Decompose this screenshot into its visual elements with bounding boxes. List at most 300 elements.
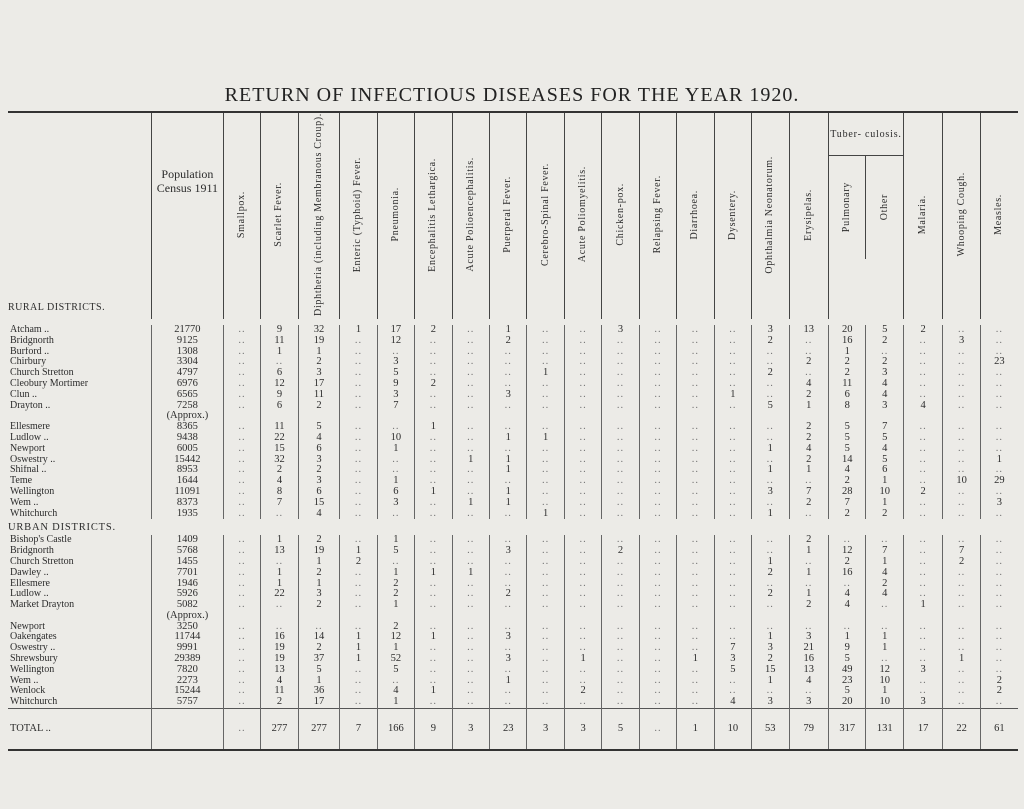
table-row-rural-burford (8, 347, 1018, 358)
table-row-urban-wellington (8, 665, 1018, 676)
total-measles: 61 (980, 709, 1018, 751)
cell-smallpox: .. (223, 600, 260, 611)
column-header-scarlet-fever (261, 112, 298, 319)
column-header-label: Erysipelas. (802, 188, 814, 241)
cell-puerperal-fever: 2 (490, 589, 527, 600)
cell-whooping-cough: .. (943, 390, 980, 401)
district-name: Bridgnorth (10, 335, 54, 346)
cell-diphtheria-including-membranous-croup: 2 (298, 535, 340, 546)
cell-chicken-pox: .. (602, 622, 639, 633)
column-header-label: Cerebro-Spinal Fever. (539, 162, 551, 266)
cell-diarrhoea: .. (677, 433, 714, 444)
cell-erysipelas: .. (789, 368, 829, 379)
cell-whooping-cough: 10 (943, 476, 980, 487)
cell-scarlet-fever: 11 (261, 336, 298, 347)
population-value: 7820 (152, 665, 224, 676)
district-name: Wellington (10, 486, 55, 497)
table-row-urban-newport (8, 622, 1018, 633)
cell-erysipelas: .. (789, 336, 829, 347)
cell-diphtheria-including-membranous-croup (298, 611, 340, 622)
cell-malaria: .. (903, 433, 943, 444)
district-name: Church Stretton (10, 368, 74, 379)
cell-dysentery: .. (714, 622, 751, 633)
cell-puerperal-fever (490, 411, 527, 422)
cell-other: 2 (866, 579, 903, 590)
cell-other: 7 (866, 546, 903, 557)
cell-other: .. (866, 347, 903, 358)
population-value: 9991 (152, 643, 224, 654)
total-population-blank (152, 709, 224, 751)
cell-acute-poliomyelitis: .. (564, 557, 601, 568)
cell-acute-poliomyelitis: .. (564, 433, 601, 444)
cell-erysipelas: 13 (789, 665, 829, 676)
cell-smallpox: .. (223, 390, 260, 401)
cell-relapsing-fever: .. (639, 697, 676, 708)
population-value: 8365 (152, 422, 224, 433)
cell-pneumonia: 2 (377, 622, 414, 633)
cell-malaria: 4 (903, 401, 943, 412)
cell-acute-poliomyelitis: .. (564, 465, 601, 476)
district-name: Burford .. (10, 346, 50, 357)
cell-cerebro-spinal-fever: .. (527, 336, 564, 347)
cell-puerperal-fever: .. (490, 509, 527, 520)
cell-pulmonary: 8 (829, 401, 866, 412)
cell-pulmonary: 4 (829, 465, 866, 476)
cell-diphtheria-including-membranous-croup: 19 (298, 336, 340, 347)
cell-relapsing-fever: .. (639, 676, 676, 687)
cell-acute-polioencephalitis: .. (452, 589, 489, 600)
total-whooping-cough: 22 (943, 709, 980, 751)
cell-acute-polioencephalitis: .. (452, 357, 489, 368)
cell-smallpox: .. (223, 579, 260, 590)
cell-measles: .. (980, 325, 1018, 336)
cell-measles (980, 611, 1018, 622)
cell-whooping-cough: .. (943, 568, 980, 579)
cell-scarlet-fever: 22 (261, 433, 298, 444)
cell-encephalitis-lethargica (415, 411, 452, 422)
column-header-cerebro-spinal-fever (527, 112, 564, 319)
cell-smallpox: .. (223, 379, 260, 390)
cell-dysentery: 1 (714, 390, 751, 401)
cell-enteric-typhoid-fever: .. (340, 622, 377, 633)
cell-measles: .. (980, 379, 1018, 390)
cell-puerperal-fever: .. (490, 422, 527, 433)
column-header-label: Smallpox. (236, 190, 248, 239)
district-name: Chirbury (10, 357, 47, 368)
table-row-urban-bridgnorth (8, 546, 1018, 557)
cell-ophthalmia-neonatorum: 3 (752, 487, 789, 498)
cell-ophthalmia-neonatorum: 3 (752, 697, 789, 708)
cell-malaria: .. (903, 390, 943, 401)
cell-pulmonary: 2 (829, 509, 866, 520)
cell-enteric-typhoid-fever: .. (340, 444, 377, 455)
cell-relapsing-fever: .. (639, 487, 676, 498)
cell-measles: .. (980, 433, 1018, 444)
cell-erysipelas (789, 411, 829, 422)
cell-dysentery: .. (714, 347, 751, 358)
cell-acute-polioencephalitis: .. (452, 643, 489, 654)
cell-ophthalmia-neonatorum: 1 (752, 557, 789, 568)
cell-diphtheria-including-membranous-croup: 2 (298, 357, 340, 368)
cell-malaria (903, 611, 943, 622)
column-header-enteric-typhoid-fever (340, 112, 377, 319)
cell-whooping-cough: .. (943, 589, 980, 600)
table-row-urban-oakengates (8, 632, 1018, 643)
cell-scarlet-fever: 6 (261, 401, 298, 412)
cell-dysentery: .. (714, 676, 751, 687)
cell-relapsing-fever: .. (639, 336, 676, 347)
cell-malaria: .. (903, 589, 943, 600)
cell-erysipelas: 2 (789, 498, 829, 509)
cell-acute-polioencephalitis: .. (452, 379, 489, 390)
column-header-malaria (903, 112, 943, 319)
cell-measles: .. (980, 632, 1018, 643)
cell-malaria: .. (903, 455, 943, 466)
column-header-acute-polioencephalitis (452, 112, 489, 319)
header-population (152, 112, 224, 319)
population-value: 8953 (152, 465, 224, 476)
cell-encephalitis-lethargica: .. (415, 589, 452, 600)
cell-cerebro-spinal-fever: 1 (527, 368, 564, 379)
table-row-rural-drayton (8, 401, 1018, 412)
header-tuberculosis (829, 112, 904, 319)
cell-diarrhoea: .. (677, 379, 714, 390)
cell-encephalitis-lethargica: 1 (415, 422, 452, 433)
cell-scarlet-fever: .. (261, 509, 298, 520)
cell-ophthalmia-neonatorum: 1 (752, 632, 789, 643)
table-row-rural-approx (8, 411, 1018, 422)
cell-erysipelas: 2 (789, 357, 829, 368)
cell-other: .. (866, 600, 903, 611)
cell-relapsing-fever: .. (639, 379, 676, 390)
cell-cerebro-spinal-fever: .. (527, 643, 564, 654)
cell-acute-polioencephalitis: .. (452, 390, 489, 401)
cell-dysentery: .. (714, 455, 751, 466)
cell-measles: .. (980, 557, 1018, 568)
cell-scarlet-fever (261, 411, 298, 422)
cell-erysipelas (789, 611, 829, 622)
cell-chicken-pox: .. (602, 379, 639, 390)
cell-smallpox: .. (223, 632, 260, 643)
column-header-label: Diphtheria (including Membranous Croup). (312, 113, 324, 316)
district-name (8, 411, 152, 422)
cell-smallpox: .. (223, 465, 260, 476)
column-header-label: Whooping Cough. (955, 172, 967, 257)
cell-whooping-cough: .. (943, 444, 980, 455)
cell-scarlet-fever: 2 (261, 465, 298, 476)
population-value: 8373 (152, 498, 224, 509)
cell-other: 1 (866, 643, 903, 654)
cell-pulmonary: 6 (829, 390, 866, 401)
cell-chicken-pox: .. (602, 444, 639, 455)
cell-measles: .. (980, 665, 1018, 676)
population-value: 5082 (152, 600, 224, 611)
cell-pneumonia: .. (377, 455, 414, 466)
cell-acute-poliomyelitis: .. (564, 347, 601, 358)
cell-acute-poliomyelitis: .. (564, 600, 601, 611)
cell-diphtheria-including-membranous-croup: 11 (298, 390, 340, 401)
disease-return-table (8, 111, 1018, 751)
cell-measles: 1 (980, 455, 1018, 466)
cell-enteric-typhoid-fever: 1 (340, 546, 377, 557)
cell-ophthalmia-neonatorum (752, 411, 789, 422)
cell-whooping-cough: .. (943, 632, 980, 643)
cell-measles: .. (980, 465, 1018, 476)
cell-malaria: .. (903, 686, 943, 697)
cell-erysipelas: 2 (789, 600, 829, 611)
cell-encephalitis-lethargica: 1 (415, 686, 452, 697)
cell-acute-polioencephalitis: .. (452, 347, 489, 358)
cell-acute-poliomyelitis: .. (564, 632, 601, 643)
cell-diarrhoea: .. (677, 465, 714, 476)
cell-acute-poliomyelitis: .. (564, 579, 601, 590)
cell-pulmonary: 20 (829, 325, 866, 336)
column-header-label: Acute Poliomyelitis. (577, 166, 589, 263)
cell-malaria: .. (903, 568, 943, 579)
cell-smallpox: .. (223, 498, 260, 509)
cell-pneumonia: 5 (377, 368, 414, 379)
cell-diphtheria-including-membranous-croup: 1 (298, 579, 340, 590)
cell-whooping-cough (943, 611, 980, 622)
cell-pulmonary: 4 (829, 600, 866, 611)
cell-malaria: .. (903, 622, 943, 633)
cell-erysipelas: .. (789, 476, 829, 487)
cell-pulmonary: 2 (829, 557, 866, 568)
population-value: 9438 (152, 433, 224, 444)
column-header-label: Acute Polioencephalitis. (464, 157, 476, 272)
cell-malaria: .. (903, 557, 943, 568)
column-header-measles (980, 112, 1018, 319)
cell-acute-polioencephalitis: .. (452, 557, 489, 568)
cell-ophthalmia-neonatorum: .. (752, 357, 789, 368)
total-relapsing-fever: .. (639, 709, 676, 751)
population-value: 9125 (152, 336, 224, 347)
cell-enteric-typhoid-fever: 2 (340, 557, 377, 568)
cell-malaria (903, 411, 943, 422)
cell-erysipelas: 2 (789, 535, 829, 546)
cell-pulmonary (829, 411, 866, 422)
cell-diphtheria-including-membranous-croup: 19 (298, 546, 340, 557)
cell-enteric-typhoid-fever: 1 (340, 325, 377, 336)
cell-chicken-pox: .. (602, 465, 639, 476)
table-row-rural-teme (8, 476, 1018, 487)
cell-puerperal-fever: .. (490, 579, 527, 590)
cell-diarrhoea: .. (677, 390, 714, 401)
cell-ophthalmia-neonatorum (752, 611, 789, 622)
cell-measles (980, 411, 1018, 422)
cell-ophthalmia-neonatorum: .. (752, 422, 789, 433)
cell-dysentery: .. (714, 557, 751, 568)
cell-pneumonia: 9 (377, 379, 414, 390)
cell-whooping-cough: .. (943, 422, 980, 433)
cell-pneumonia: .. (377, 347, 414, 358)
cell-relapsing-fever: .. (639, 600, 676, 611)
cell-puerperal-fever: .. (490, 686, 527, 697)
cell-relapsing-fever: .. (639, 686, 676, 697)
table-row-rural-ellesmere (8, 422, 1018, 433)
cell-dysentery: .. (714, 325, 751, 336)
cell-chicken-pox: .. (602, 476, 639, 487)
table-row-urban-shrewsbury (8, 654, 1018, 665)
cell-diphtheria-including-membranous-croup: 3 (298, 589, 340, 600)
cell-whooping-cough: 3 (943, 336, 980, 347)
cell-acute-poliomyelitis: .. (564, 546, 601, 557)
cell-scarlet-fever: 1 (261, 579, 298, 590)
cell-smallpox: .. (223, 476, 260, 487)
cell-pulmonary: 14 (829, 455, 866, 466)
district-name: Oswestry .. (10, 454, 56, 465)
cell-erysipelas: 7 (789, 487, 829, 498)
cell-diphtheria-including-membranous-croup: 14 (298, 632, 340, 643)
cell-enteric-typhoid-fever: 1 (340, 632, 377, 643)
cell-acute-polioencephalitis: .. (452, 632, 489, 643)
cell-diphtheria-including-membranous-croup: 5 (298, 665, 340, 676)
cell-pneumonia: .. (377, 676, 414, 687)
cell-diphtheria-including-membranous-croup: 36 (298, 686, 340, 697)
cell-cerebro-spinal-fever: .. (527, 498, 564, 509)
cell-whooping-cough: .. (943, 379, 980, 390)
cell-ophthalmia-neonatorum: 1 (752, 465, 789, 476)
cell-enteric-typhoid-fever: .. (340, 336, 377, 347)
table-row-rural-wem (8, 498, 1018, 509)
cell-pulmonary: 23 (829, 676, 866, 687)
cell-encephalitis-lethargica: .. (415, 665, 452, 676)
population-value: 5757 (152, 697, 224, 708)
cell-scarlet-fever: .. (261, 600, 298, 611)
cell-diarrhoea: .. (677, 665, 714, 676)
cell-pneumonia: .. (377, 557, 414, 568)
cell-encephalitis-lethargica: .. (415, 546, 452, 557)
cell-encephalitis-lethargica: .. (415, 401, 452, 412)
cell-measles: .. (980, 568, 1018, 579)
cell-smallpox: .. (223, 444, 260, 455)
cell-smallpox: .. (223, 654, 260, 665)
page-title: RETURN OF INFECTIOUS DISEASES FOR THE YEAR 1920. (224, 84, 800, 106)
cell-other: .. (866, 654, 903, 665)
district-name: Wellington (10, 664, 55, 675)
cell-pneumonia: 1 (377, 600, 414, 611)
cell-dysentery: .. (714, 379, 751, 390)
cell-chicken-pox: 2 (602, 546, 639, 557)
cell-pneumonia: 1 (377, 535, 414, 546)
cell-encephalitis-lethargica: .. (415, 433, 452, 444)
district-name: Atcham .. (10, 324, 50, 335)
cell-other: 3 (866, 401, 903, 412)
population-value: 1455 (152, 557, 224, 568)
cell-ophthalmia-neonatorum: .. (752, 498, 789, 509)
table-row-rural-newport (8, 444, 1018, 455)
cell-erysipelas: 21 (789, 643, 829, 654)
header-row (8, 112, 1018, 319)
population-value: (Approx.) (152, 411, 224, 422)
cell-enteric-typhoid-fever: .. (340, 357, 377, 368)
cell-smallpox: .. (223, 347, 260, 358)
cell-measles: .. (980, 509, 1018, 520)
cell-pneumonia: 2 (377, 579, 414, 590)
cell-whooping-cough: .. (943, 347, 980, 358)
district-name: Whitchurch (10, 697, 58, 708)
column-header-encephalitis-lethargica (415, 112, 452, 319)
cell-pulmonary: 5 (829, 654, 866, 665)
cell-puerperal-fever: .. (490, 643, 527, 654)
table-row-urban-ellesmere (8, 579, 1018, 590)
district-name: Church Stretton (10, 556, 74, 567)
cell-whooping-cough: .. (943, 600, 980, 611)
cell-malaria: 2 (903, 487, 943, 498)
cell-ophthalmia-neonatorum: 3 (752, 325, 789, 336)
cell-whooping-cough: 7 (943, 546, 980, 557)
cell-relapsing-fever: .. (639, 654, 676, 665)
cell-acute-polioencephalitis: .. (452, 654, 489, 665)
cell-enteric-typhoid-fever: 1 (340, 654, 377, 665)
cell-enteric-typhoid-fever: .. (340, 401, 377, 412)
cell-pulmonary: 11 (829, 379, 866, 390)
column-header-label: Encephalitis Lethargica. (427, 157, 439, 272)
cell-pneumonia: 1 (377, 697, 414, 708)
cell-cerebro-spinal-fever: .. (527, 697, 564, 708)
cell-acute-polioencephalitis: .. (452, 368, 489, 379)
district-name: Cleobury Mortimer (10, 378, 89, 389)
population-value: 1308 (152, 347, 224, 358)
cell-pneumonia: 17 (377, 325, 414, 336)
table-row-urban-market-drayton (8, 600, 1018, 611)
cell-whooping-cough: .. (943, 643, 980, 654)
cell-enteric-typhoid-fever (340, 411, 377, 422)
cell-acute-polioencephalitis: .. (452, 422, 489, 433)
cell-diphtheria-including-membranous-croup: 17 (298, 697, 340, 708)
cell-scarlet-fever: 9 (261, 325, 298, 336)
cell-ophthalmia-neonatorum: .. (752, 622, 789, 633)
cell-diphtheria-including-membranous-croup: 4 (298, 433, 340, 444)
cell-encephalitis-lethargica: .. (415, 455, 452, 466)
cell-malaria: 2 (903, 325, 943, 336)
population-value: 5926 (152, 589, 224, 600)
cell-enteric-typhoid-fever: .. (340, 455, 377, 466)
cell-smallpox: .. (223, 535, 260, 546)
cell-erysipelas: .. (789, 509, 829, 520)
cell-pulmonary: 16 (829, 336, 866, 347)
cell-pneumonia: .. (377, 465, 414, 476)
cell-whooping-cough: .. (943, 433, 980, 444)
cell-measles: .. (980, 487, 1018, 498)
cell-erysipelas: 3 (789, 697, 829, 708)
district-name: Shrewsbury (10, 654, 58, 665)
cell-acute-poliomyelitis: 2 (564, 686, 601, 697)
cell-ophthalmia-neonatorum: .. (752, 476, 789, 487)
table-row-rural-cleobury-mortimer (8, 379, 1018, 390)
cell-encephalitis-lethargica: .. (415, 654, 452, 665)
cell-diarrhoea: .. (677, 498, 714, 509)
cell-pneumonia (377, 611, 414, 622)
cell-ophthalmia-neonatorum: .. (752, 379, 789, 390)
cell-acute-polioencephalitis: .. (452, 676, 489, 687)
cell-malaria: 3 (903, 665, 943, 676)
cell-diphtheria-including-membranous-croup: 32 (298, 325, 340, 336)
cell-encephalitis-lethargica: .. (415, 336, 452, 347)
column-header-diphtheria-including-membranous-croup (298, 112, 340, 319)
population-value: 3304 (152, 357, 224, 368)
cell-dysentery: .. (714, 579, 751, 590)
cell-scarlet-fever: 19 (261, 643, 298, 654)
cell-pulmonary: 1 (829, 347, 866, 358)
cell-pulmonary: .. (829, 622, 866, 633)
cell-acute-polioencephalitis: .. (452, 325, 489, 336)
cell-dysentery: .. (714, 509, 751, 520)
cell-acute-polioencephalitis: .. (452, 509, 489, 520)
column-header-label: Enteric (Typhoid) Fever. (352, 156, 364, 273)
cell-acute-poliomyelitis: .. (564, 444, 601, 455)
cell-malaria: .. (903, 535, 943, 546)
